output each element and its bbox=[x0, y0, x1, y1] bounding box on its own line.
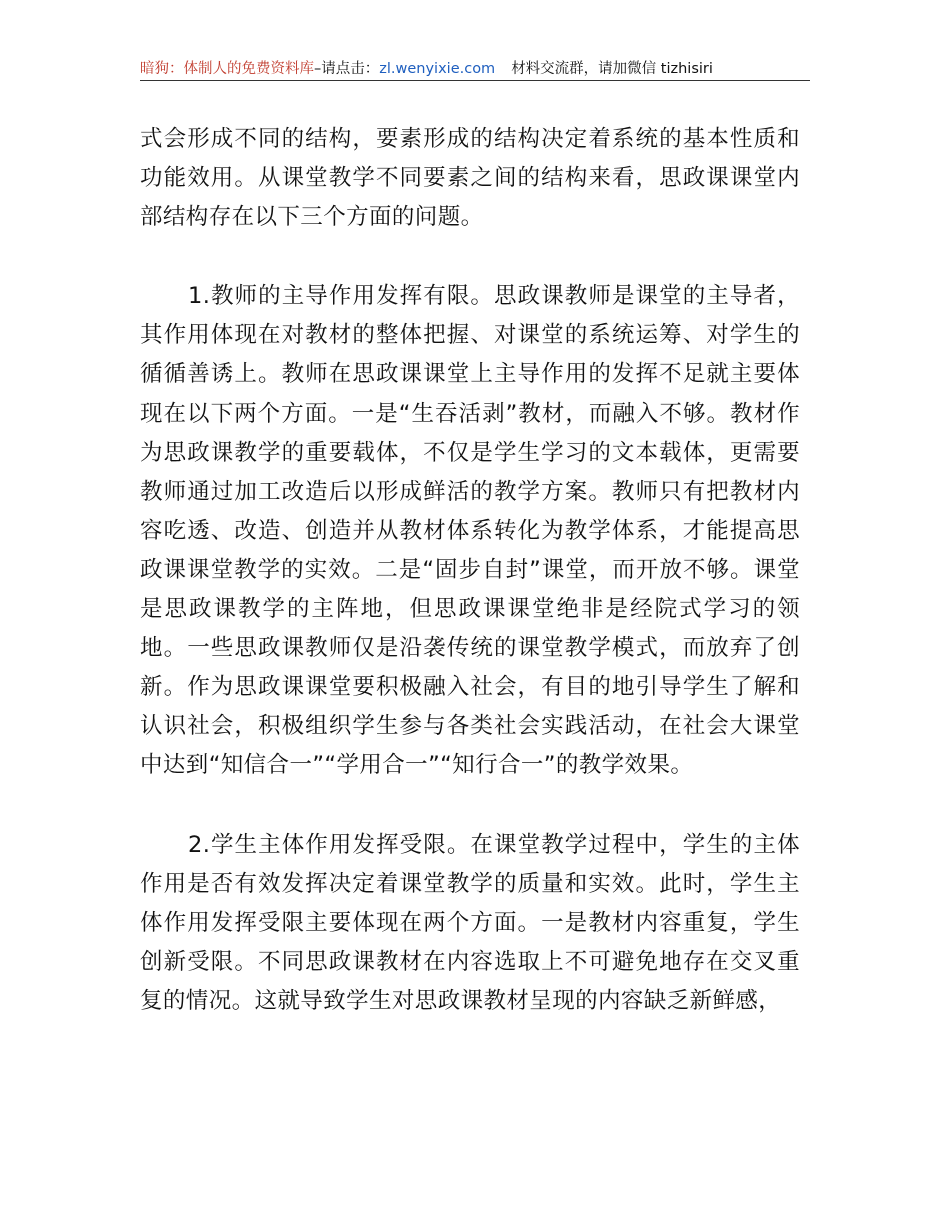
paragraph-teacher-role: 1.教师的主导作用发挥有限。思政课教师是课堂的主导者，其作用体现在对教材的整体把握、对课堂的系统运筹、对学生的循循善诱上。教师在思政课课堂上主导作用的发挥不足就主要体现在以下两个方面。一是“生吞活剥”教材，而融入不够。教材作为思政课教学的重要载体，不仅是学生学习的文本载体，更需要教师通过加工改造后以形成鲜活的教学方案。教师只有把教材内容吃透、改造、创造并从教材体系转化为教学体系，才能提高思政课课堂教学的实效。二是“固步自封”课堂，而开放不够。课堂是思政课教学的主阵地，但思政课课堂绝非是经院式学习的领地。一些思政课教师仅是沿袭传统的课堂教学模式，而放弃了创新。作为思政课课堂要积极融入社会，有目的地引导学生了解和认识社会，积极组织学生参与各类社会实践活动，在社会大课堂中达到“知信合一”“学用合一”“知行合一”的教学效果。 bbox=[140, 283, 800, 779]
page-header bbox=[140, 58, 810, 80]
header-divider bbox=[140, 80, 810, 81]
header-site-name: 暗狗：体制人的免费资料库 bbox=[140, 61, 314, 77]
paragraph-student-role: 2.学生主体作用发挥受限。在课堂教学过程中，学生的主体作用是否有效发挥决定着课堂教学的质量和实效。此时，学生主体作用发挥受限主要体现在两个方面。一是教材内容重复，学生创新受限。不同思政课教材在内容选取上不可避免地存在交叉重复的情况。这就导致学生对思政课教材呈现的内容缺乏新鲜感， bbox=[140, 831, 800, 1014]
paragraph-intro: 式会形成不同的结构，要素形成的结构决定着系统的基本性质和功能效用。从课堂教学不同要素之间的结构来看，思政课课堂内部结构存在以下三个方面的问题。 bbox=[140, 126, 800, 231]
header-link[interactable]: zl.wenyixie.com bbox=[379, 61, 496, 77]
document-body bbox=[140, 120, 800, 1021]
header-prompt: –请点击： bbox=[314, 61, 380, 77]
header-contact: 材料交流群，请加微信 tizhisiri bbox=[511, 61, 713, 77]
